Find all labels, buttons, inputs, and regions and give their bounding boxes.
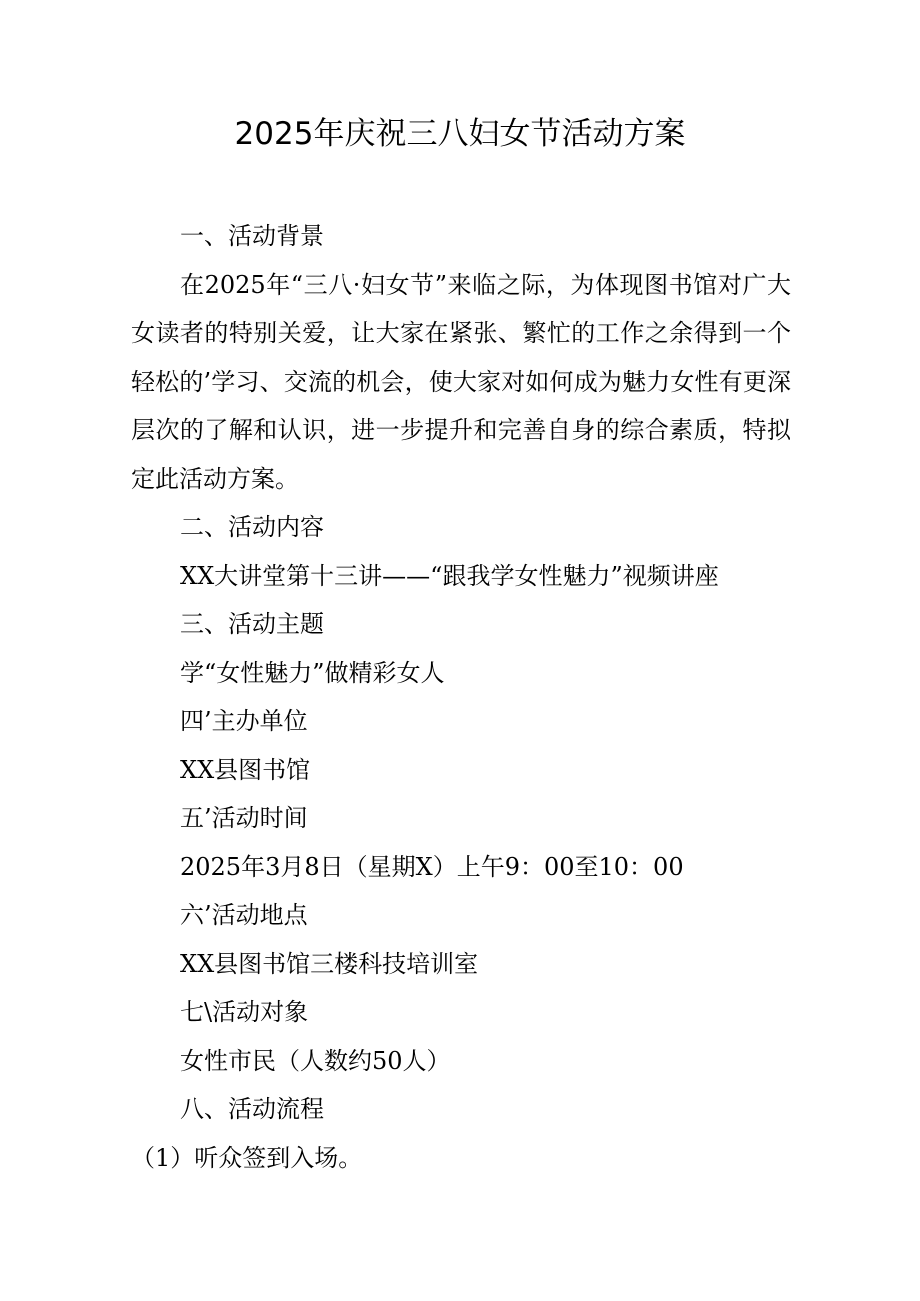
section-heading-organizer: 四’主办单位	[180, 707, 308, 735]
document-body	[131, 212, 791, 1182]
paragraph-theme: 学“女性魅力”做精彩女人	[180, 658, 445, 687]
document-title: 2025年庆祝三八妇女节活动方案	[234, 116, 686, 152]
section-heading-content: 二、活动内容	[180, 513, 324, 541]
section-heading-time: 五’活动时间	[180, 804, 308, 832]
process-step-1: （1）听众签到入场。	[131, 1143, 363, 1172]
section-heading-process: 八、活动流程	[180, 1095, 324, 1123]
paragraph-organizer: XX县图书馆	[180, 755, 311, 784]
paragraph-time: 2025年3月8日（星期X）上午9：00至10：00	[180, 852, 684, 881]
section-heading-theme: 三、活动主题	[180, 610, 324, 638]
paragraph-background: 在2025年“三八·妇女节”来临之际，为体现图书馆对广大女读者的特别关爱，让大家在紧张、繁忙的工作之余得到一个轻松的’学习、交流的机会，使大家对如何成为魅力女性有更深层次的了解和认识，进一步提升和完善自身的综合素质，特拟定此活动方案。	[131, 270, 791, 493]
paragraph-audience: 女性市民（人数约50人）	[180, 1046, 451, 1075]
section-heading-location: 六’活动地点	[180, 901, 308, 929]
section-heading-background: 一、活动背景	[180, 222, 324, 250]
paragraph-content: XX大讲堂第十三讲——“跟我学女性魅力”视频讲座	[180, 561, 719, 590]
section-heading-audience: 七\活动对象	[180, 998, 309, 1026]
paragraph-location: XX县图书馆三楼科技培训室	[180, 949, 479, 978]
